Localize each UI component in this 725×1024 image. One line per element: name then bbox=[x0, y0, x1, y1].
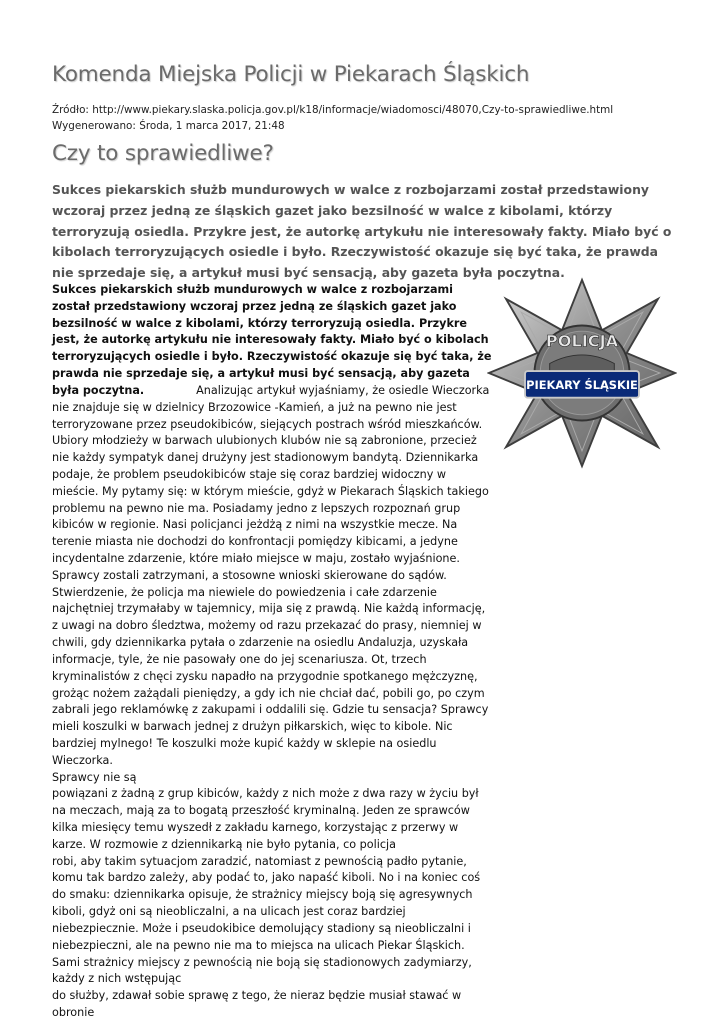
article-body bbox=[52, 282, 492, 1022]
body-paragraph: powiązani z żadną z grup kibiców, każdy z nich może z dwa razy w życiu był na meczach, mają za to bogatą przeszłość kryminalną. Jeden ze sprawców kilka miesięcy temu wyszedł z zakładu karnego, korzystając z przerwy w karze. W rozmowie z dziennikarką nie było pytania, co policja bbox=[52, 787, 479, 851]
badge-bottom-text: PIEKARY ŚLĄSKIE bbox=[526, 378, 638, 393]
source-line: Źródło: http://www.piekary.slaska.policja.gov.pl/k18/informacje/wiadomosci/48070,Czy-to-sprawiedliwe.html bbox=[52, 104, 614, 116]
body-paragraph: do służby, zdawał sobie sprawę z tego, że nieraz będzie musiał stawać w obronie bbox=[52, 989, 462, 1019]
body-paragraph bbox=[52, 282, 492, 770]
body-bold-lead: Sukces piekarskich służb mundurowych w walce z rozbojarzami został przedstawiony wczoraj przez jedną ze śląskich gazet jako bezsilność w walce z kibolami, którzy terroryzują osiedla. Przykre jest, że autorkę artykułu nie interesowały fakty. Miało być o kibolach terroryzujących osiedle i było. Rzeczywistość okazuje się być taka, że prawda nie sprzedaje się, a artykuł musi być sensacją, aby gazeta była poczytna. bbox=[52, 283, 492, 397]
police-star-badge-image bbox=[487, 277, 677, 469]
article-lead: Sukces piekarskich służb mundurowych w walce z rozbojarzami został przedstawiony wczoraj przez jedną ze śląskich gazet jako bezsilność w walce z kibolami, którzy terroryzują osiedla. Przykre jest, że autorkę artykułu nie interesowały fakty. Miało być o kibolach terroryzujących osiedle i było. Rzeczywistość okazuje się być taka, że prawda nie sprzedaje się, a artykuł musi być sensacją, aby gazeta była poczytna. bbox=[52, 182, 672, 281]
body-paragraph: robi, aby takim sytuacjom zaradzić, natomiast z pewnością padło pytanie, komu tak bardzo zależy, aby podać to, jako napaść kiboli. No i na koniec coś do smaku: dziennikarka opisuje, że strażnicy miejscy boją się agresywnych kiboli, gdyż oni są nieobliczalni, a na ulicach jest coraz bardziej bbox=[52, 854, 481, 919]
body-text: Analizując artykuł wyjaśniamy, że osiedle Wieczorka nie znajduje się w dzielnicy Brzozowice -Kamień, a już na pewno nie jest terroryzowane przez pseudokibiców, siejących postrach wśród mieszkańców. Ubiory młodzieży w barwach ulubionych klubów nie są zabronione, przecież nie każdy sympatyk danej drużyny jest stadionowym bandytą. Dziennikarka podaje, że problem pseudokibiców staje się coraz bardziej widoczny w mieście. My pytamy się: w którym mieście, gdyż w Piekarach Śląskich takiego problemu na pewno nie ma. Posiadamy jedno z lepszych rozpoznań grup kibiców w regionie. Nasi policjanci jeżdżą z nimi na wszystkie mecze. Na terenie miasta nie dochodzi do konfrontacji pomiędzy kibicami, a jedyne incydentalne zdarzenie, które miało miejsce w maju, zostało wyjaśnione. Sprawcy zostali zatrzymani, a stosowne wnioski skierowane do sądów. Stwierdzenie, że policja ma niewiele do powiedzenia i całe zdarzenie najchętniej trzymałaby w tajemnicy, mija się z prawdą. Nie każdą informację, z uwagi na dobro śledztwa, możemy od razu przekazać do prasy, niemniej w chwili, gdy dziennikarka pytała o zdarzenie na osiedlu Andaluzja, uzyskała informacje, tyle, że nie pasowały one do jej scenariusza. Ot, trzech kryminalistów z chęci zysku napadło na przygodnie spotkanego mężczyznę, grożąc nożem zażądali pieniędzy, a gdy ich nie chciał dać, pobili go, po czym zabrali jego reklamówkę z zakupami i oddalili się. Gdzie tu sensacja? Sprawcy mieli koszulki w barwach jednej z drużyn piłkarskich, więc to kibole. Nic bardziej mylnego! Te koszulki może kupić każdy w sklepie na osiedlu Wieczorka. bbox=[52, 383, 490, 767]
generated-line: Wygenerowano: Środa, 1 marca 2017, 21:48 bbox=[52, 119, 285, 132]
badge-top-text: POLICJA bbox=[545, 331, 619, 351]
body-paragraph: niebezpiecznie. Może i pseudokibice demolujący stadiony są nieobliczalni i niebezpieczni, ale na pewno nie ma to miejsca na ulicach Piekar Śląskich. bbox=[52, 921, 471, 952]
body-paragraph: Sami strażnicy miejscy z pewnością nie boją się stadionowych zadymiarzy, każdy z nich wstępując bbox=[52, 955, 472, 986]
body-paragraph: Sprawcy nie są bbox=[52, 770, 137, 784]
document-meta bbox=[52, 103, 613, 134]
article-title: Czy to sprawiedliwe? bbox=[52, 141, 274, 166]
site-title: Komenda Miejska Policji w Piekarach Śląskich bbox=[52, 62, 530, 87]
